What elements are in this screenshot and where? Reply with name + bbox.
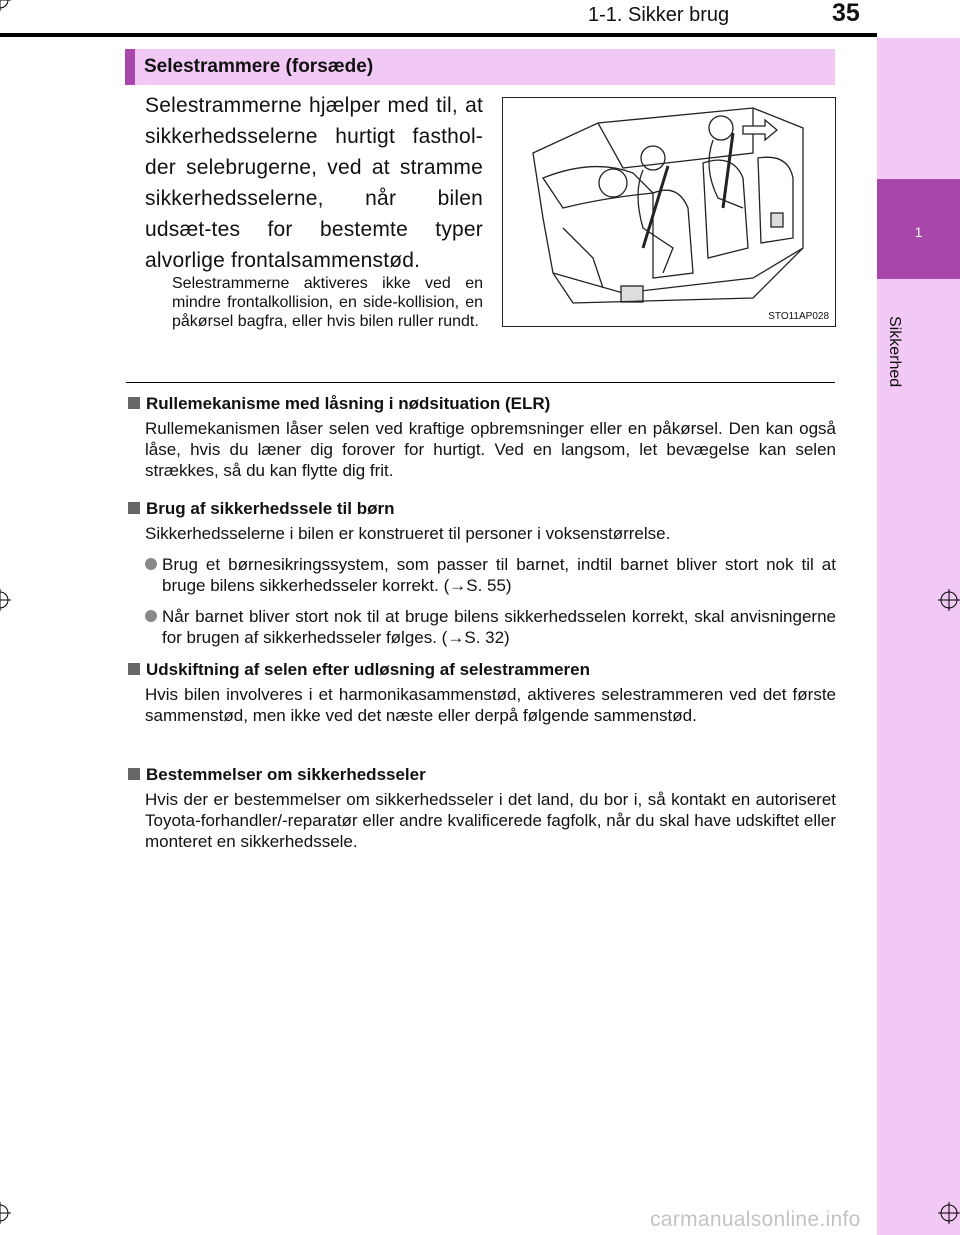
intro-note: Selestrammerne aktiveres ikke ved en mindre frontalkollision, en side-kollision, en påkørsel bagfra, eller hvis bilen ruller rundt. (172, 275, 483, 330)
square-bullet-icon (128, 502, 140, 514)
arrow-right-icon: → (447, 628, 465, 647)
page-ref-link[interactable]: S. 32) (464, 628, 510, 647)
seatbelt-pretensioner-illustration (502, 97, 836, 327)
crop-mark-icon (938, 1202, 960, 1224)
square-bullet-icon (128, 663, 140, 675)
side-tab-number: 1 (914, 224, 923, 240)
chapter-title: 1-1. Sikker brug (588, 4, 730, 26)
child-seatbelt-body: Sikkerhedsselerne i bilen er konstrueret til personer i voksenstørrelse. (145, 524, 671, 543)
child-seatbelt-heading: Brug af sikkerhedssele til børn (128, 498, 836, 519)
section-divider (126, 382, 835, 383)
replacement-heading: Udskiftning af selen efter udløsning af selestrammeren (128, 659, 836, 680)
round-bullet-icon (145, 610, 157, 622)
header-rule (0, 33, 877, 37)
watermark: carmanualsonline.info (650, 1208, 861, 1231)
elr-heading: Rullemekanisme med låsning i nødsituation (ELR) (128, 393, 836, 414)
crop-mark-icon (0, 589, 11, 611)
elr-body: Rullemekanismen låser selen ved kraftige opbremsninger eller en påkørsel. Den kan også låse, hvis du læner dig forover for hurtigt. Ved en langsom, let bevægelse kan selen strækkes, så du kan flytte dig frit. (145, 419, 836, 480)
section-title: Selestrammere (forsæde) (144, 56, 374, 77)
section-header-accent (125, 49, 135, 85)
regulations-body: Hvis der er bestemmelser om sikkerhedsseler i det land, du bor i, så kontakt en autoriseret Toyota-forhandler/-reparatør eller andre kvalificerede fagfolk, når du skal have udskiftet eller monteret en sikkerhedssele. (145, 790, 836, 851)
round-bullet-icon (145, 558, 157, 570)
square-bullet-icon (128, 768, 140, 780)
regulations-section (128, 764, 836, 852)
car-interior-drawing (503, 98, 835, 326)
square-bullet-icon (128, 397, 140, 409)
replacement-section (128, 659, 836, 726)
regulations-heading: Bestemmelser om sikkerhedsseler (128, 764, 836, 785)
illustration-code: STO11AP028 (768, 311, 829, 322)
intro-paragraph: Selestrammerne hjælper med til, at sikkerhedsselerne hurtigt fasthol-der selebrugerne, ved at stramme sikkerhedsselerne, når bilen udsæt-tes for bestemte typer alvorlige frontalsammenstød. (145, 94, 483, 272)
elr-section (128, 393, 836, 481)
child-bullet-1: Brug et børnesikringssystem, som passer til barnet, indtil barnet bliver stort nok til at bruge bilens sikkerhedsseler korrekt. (→S. 55) (145, 554, 836, 596)
arrow-right-icon: → (449, 576, 467, 595)
page-ref-link[interactable]: S. 55) (466, 576, 512, 595)
child-seatbelt-section (128, 498, 836, 648)
replacement-body: Hvis bilen involveres i et harmonikasammenstød, aktiveres selestrammeren ved det første sammenstød, men ikke ved det næste eller derpå følgende sammenstød. (145, 685, 836, 725)
side-tab-label: Sikkerhed (886, 316, 903, 388)
crop-mark-icon (0, 1202, 11, 1224)
crop-mark-icon (938, 589, 960, 611)
child-bullet-2: Når barnet bliver stort nok til at bruge bilens sikkerhedsselen korrekt, skal anvisningerne for brugen af sikkerhedsseler følges. (→S. 32) (145, 606, 836, 648)
page-number: 35 (832, 0, 860, 27)
crop-mark-icon (0, 0, 11, 11)
